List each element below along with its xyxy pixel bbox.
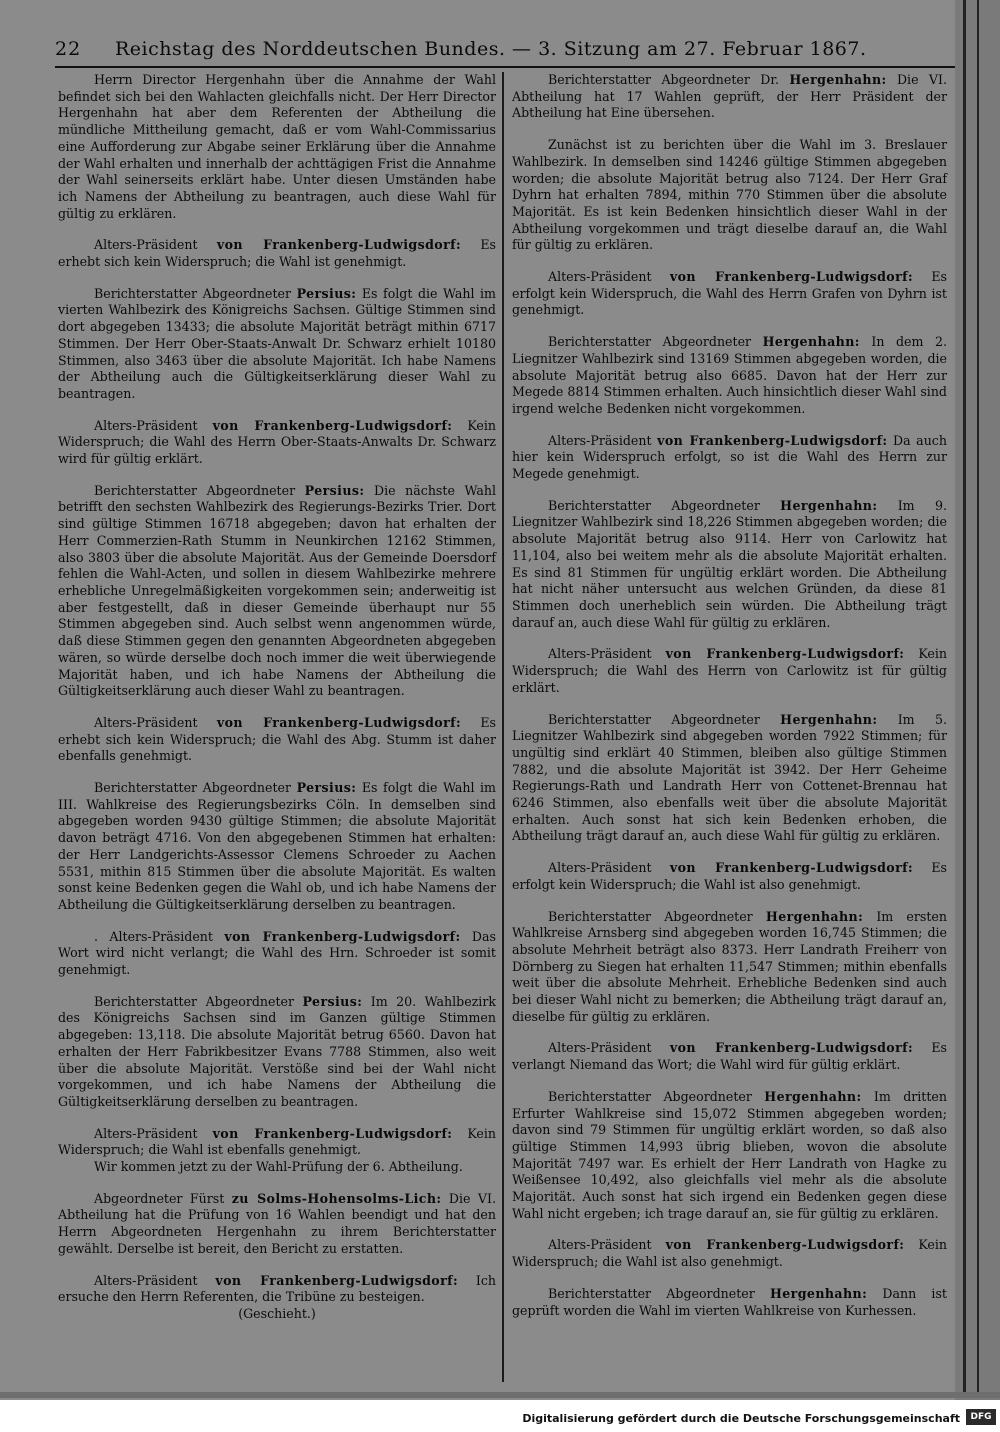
paragraph bbox=[512, 1237, 947, 1270]
speaker-role: Berichterstatter Abgeordneter bbox=[548, 1285, 755, 1301]
speaker-name: von Frankenberg-Ludwigsdorf: bbox=[657, 432, 888, 448]
paragraph bbox=[512, 72, 947, 122]
page-header bbox=[55, 38, 955, 68]
paragraph-text: Es folgt die Wahl im vierten Wahlbezirk des Königreichs Sachsen. Gültige Stimmen sind dort abgegeben 13433; die absolute Majorität beträgt mithin 6717 Stimmen. Der Herr Ober-Staats-Anwalt Dr. Schwarz erhielt 10180 Stimmen, also 3463 über die absolute Majorität. Ich habe Namens der Abtheilung auch die Gültigkeitserklärung dieser Wahl zu beantragen. bbox=[58, 285, 496, 401]
speaker-role: Berichterstatter Abgeordneter bbox=[94, 780, 292, 796]
paragraph-gap bbox=[512, 1025, 947, 1040]
speaker-name: Hergenhahn: bbox=[780, 711, 878, 727]
speaker-name: Persius: bbox=[304, 482, 365, 498]
speaker-role: Alters-Präsident bbox=[548, 1237, 652, 1253]
paragraph bbox=[58, 715, 496, 765]
speaker-role: Berichterstatter Abgeordneter bbox=[94, 993, 294, 1009]
speaker-name: Hergenhahn: bbox=[780, 497, 878, 513]
scan-edge bbox=[955, 0, 1000, 1432]
paragraph-text: Es erfolgt kein Widerspruch; die Wahl ist also genehmigt. bbox=[512, 860, 947, 892]
stage-direction: (Geschieht.) bbox=[238, 1306, 316, 1321]
paragraph bbox=[58, 1191, 496, 1258]
paragraph bbox=[58, 237, 496, 270]
paragraph-gap bbox=[512, 894, 947, 909]
speaker-name: Persius: bbox=[296, 780, 357, 796]
paragraph bbox=[512, 860, 947, 893]
right-column bbox=[512, 72, 947, 1319]
speaker-name: von Frankenberg-Ludwigsdorf: bbox=[215, 1272, 458, 1288]
paragraph bbox=[58, 483, 496, 700]
paragraph bbox=[512, 1089, 947, 1223]
paragraph bbox=[58, 780, 496, 914]
paragraph bbox=[512, 498, 947, 632]
paragraph bbox=[512, 269, 947, 319]
scan-edge-line bbox=[963, 0, 966, 1395]
speaker-name: von Frankenberg-Ludwigsdorf: bbox=[669, 269, 913, 285]
paragraph-gap bbox=[58, 1111, 496, 1126]
paragraph bbox=[512, 137, 947, 254]
paragraph-text: Kein Widerspruch; die Wahl ist ebenfalls genehmigt. bbox=[58, 1125, 496, 1158]
speaker-role: Alters-Präsident bbox=[548, 860, 652, 876]
paragraph-gap bbox=[58, 1258, 496, 1273]
dfg-logo: DFG bbox=[966, 1409, 996, 1425]
paragraph bbox=[512, 646, 947, 696]
speaker-role: Berichterstatter Abgeordneter bbox=[94, 482, 296, 498]
speaker-name: von Frankenberg-Ludwigsdorf: bbox=[669, 860, 913, 876]
paragraph-text: Die VI. Abtheilung hat die Prüfung von 16 Wahlen beendigt und hat den Herrn Abgeordneten Hergenhahn zu ihrem Berichterstatter gewählt. Derselbe ist bereit, den Bericht zu erstatten. bbox=[58, 1190, 496, 1256]
paragraph-text: Es erhebt sich kein Widerspruch; die Wahl ist genehmigt. bbox=[58, 237, 496, 270]
paragraph-text: Wir kommen jetzt zu der Wahl-Prüfung der 6. Abtheilung. bbox=[94, 1159, 463, 1175]
paragraph bbox=[58, 1126, 496, 1159]
running-title: Reichstag des Norddeutschen Bundes. — 3. Sitzung am 27. Februar 1867. bbox=[115, 38, 867, 60]
paragraph-gap bbox=[58, 271, 496, 286]
paragraph bbox=[58, 1273, 496, 1306]
paragraph bbox=[512, 909, 947, 1026]
paragraph-text: Da auch hier kein Widerspruch erfolgt, so ist die Wahl des Herrn zur Megede genehmigt. bbox=[512, 432, 947, 482]
paragraph-text: Das Wort wird nicht verlangt; die Wahl des Hrn. Schroeder ist somit genehmigt. bbox=[58, 928, 496, 978]
paragraph-gap bbox=[512, 1074, 947, 1089]
speaker-role: Alters-Präsident bbox=[548, 1040, 652, 1056]
speaker-role: Alters-Präsident bbox=[548, 646, 652, 662]
speaker-role: Abgeordneter Fürst bbox=[94, 1190, 225, 1206]
paragraph-gap bbox=[58, 222, 496, 237]
paragraph-gap bbox=[512, 319, 947, 334]
paragraph-text: Im 20. Wahlbezirk des Königreichs Sachsen sind im Ganzen gültige Stimmen abgegeben: 13,118. Die absolute Majorität betrug 6560. Davon hat erhalten der Herr Fabrikbesitzer Evans 7788 Stimmen, also weit über die absolute Majorität. Verstöße sind bei der Wahl nicht vorgekommen, und ich habe Namens der Abtheilung die Gültigkeitserklärung derselben zu beantragen. bbox=[58, 993, 496, 1109]
speaker-name: zu Solms-Hohensolms-Lich: bbox=[231, 1190, 442, 1206]
paragraph bbox=[512, 1286, 947, 1319]
paragraph bbox=[512, 1040, 947, 1073]
speaker-role: Alters-Präsident bbox=[548, 432, 652, 448]
speaker-name: von Frankenberg-Ludwigsdorf: bbox=[665, 646, 905, 662]
paragraph bbox=[512, 433, 947, 483]
paragraph-text: Es erfolgt kein Widerspruch, die Wahl des Herrn Grafen von Dyhrn ist genehmigt. bbox=[512, 269, 947, 318]
speaker-name: Hergenhahn: bbox=[789, 72, 887, 87]
digitization-footer bbox=[0, 1400, 1000, 1432]
paragraph-gap bbox=[512, 122, 947, 137]
speaker-name: von Frankenberg-Ludwigsdorf: bbox=[665, 1237, 905, 1253]
paragraph bbox=[512, 712, 947, 846]
speaker-role: Berichterstatter Abgeordneter bbox=[548, 334, 752, 350]
paragraph-gap bbox=[512, 1222, 947, 1237]
paragraph bbox=[58, 994, 496, 1111]
paragraph bbox=[58, 72, 496, 222]
speaker-role: Alters-Präsident bbox=[94, 417, 198, 433]
page-number: 22 bbox=[55, 38, 82, 60]
paragraph-text: Kein Widerspruch; die Wahl des Herrn Ober-Staats-Anwalts Dr. Schwarz wird für gültig erklärt. bbox=[58, 417, 496, 467]
paragraph-gap bbox=[512, 418, 947, 433]
speaker-name: Hergenhahn: bbox=[765, 908, 864, 924]
speaker-name: von Frankenberg-Ludwigsdorf: bbox=[212, 1125, 453, 1141]
paragraph-text: Es verlangt Niemand das Wort; die Wahl wird für gültig erklärt. bbox=[512, 1040, 947, 1073]
paragraph-text: Im dritten Erfurter Wahlkreise sind 15,072 Stimmen abgegeben worden; davon sind 79 Stimmen für ungültig erklärt worden, so daß also gültige Stimmen 14,993 übrig blieben, wovon die absolute Majorität 7497 war. Es erhielt der Herr Landrath von Hagke zu Weißensee 10,492, also gleichfalls viel mehr als die absolute Majorität. Auch sonst hat sich irgend ein Bedenken gegen diese Wahl nicht ergeben; ich trage darauf an, sie für gültig zu erklären. bbox=[512, 1088, 947, 1221]
speaker-name: von Frankenberg-Ludwigsdorf: bbox=[224, 928, 461, 944]
speaker-role: Alters-Präsident bbox=[94, 1272, 198, 1288]
speaker-role: Berichterstatter Abgeordneter bbox=[548, 711, 760, 727]
paragraph-text: Zunächst ist zu berichten über die Wahl im 3. Breslauer Wahlbezirk. In demselben sind 14246 gültige Stimmen abgegeben worden; die absolute Majorität betrug also 7124. Der Herr Graf Dyhrn hat erhalten 7894, mithin 770 Stimmen über die absolute Majorität. Es ist kein Bedenken hinsichtlich dieser Wahl in der Abtheilung vorgekommen und trägt dieselbe darauf an, die Wahl für gültig zu erklären. bbox=[512, 137, 947, 253]
speaker-role: Berichterstatter Abgeordneter Dr. bbox=[548, 72, 779, 87]
speaker-role: . Alters-Präsident bbox=[94, 928, 213, 944]
paragraph-text: Es folgt die Wahl im III. Wahlkreise des Regierungsbezirks Cöln. In demselben sind abgegeben worden 9430 gültige Stimmen; die absolute Majorität davon beträgt 4716. Von den abgegebenen Stimmen hat erhalten: der Herr Landgerichts-Assessor Clemens Schroeder zu Aachen 5531, mithin 815 Stimmen über die absolute Majorität. Es walten sonst keine Bedenken gegen die Wahl ob, und ich habe Namens der Abtheilung die Gültigkeitserklärung derselben zu beantragen. bbox=[58, 780, 496, 912]
paragraph-text: Es erhebt sich kein Widerspruch; die Wahl des Abg. Stumm ist daher ebenfalls genehmigt. bbox=[58, 714, 496, 764]
scan-edge-line bbox=[977, 0, 979, 1395]
paragraph-text: Dann ist geprüft worden die Wahl im vierten Wahlkreise von Kurhessen. bbox=[512, 1285, 947, 1318]
paragraph-text: In dem 2. Liegnitzer Wahlbezirk sind 13169 Stimmen abgegeben worden, die absolute Majorität betrug also 6685. Davon hat der Herr zur Megede 8814 Stimmen erhalten. Auch hinsichtlich dieser Wahl sind irgend welche Bedenken nicht vorgekommen. bbox=[512, 334, 947, 416]
paragraph-gap bbox=[58, 765, 496, 780]
left-column bbox=[58, 72, 496, 1323]
paragraph-gap bbox=[58, 979, 496, 994]
paragraph-text: Im 9. Liegnitzer Wahlbezirk sind 18,226 Stimmen abgegeben worden; die absolute Majorität betrug also 9114. Herr von Carlowitz hat 11,104, also bei weitem mehr als die absolute Majorität erhalten. Es sind 81 Stimmen für ungültig erklärt worden. Die Abtheilung hat nicht näher untersucht aus welchen Gründen, da diese 81 Stimmen doch unerheblich sein würden. Die Abtheilung trägt darauf an, auch diese Wahl für gültig zu erklären. bbox=[512, 497, 947, 630]
paragraph-gap bbox=[58, 403, 496, 418]
speaker-name: von Frankenberg-Ludwigsdorf: bbox=[216, 714, 461, 730]
paragraph-gap bbox=[512, 1271, 947, 1286]
speaker-role: Berichterstatter Abgeordneter bbox=[548, 497, 760, 513]
speaker-role: Berichterstatter Abgeordneter bbox=[548, 908, 753, 924]
column-divider bbox=[502, 72, 504, 1382]
speaker-name: Persius: bbox=[302, 993, 363, 1009]
speaker-name: Hergenhahn: bbox=[762, 334, 860, 350]
paragraph-text: Kein Widerspruch; die Wahl des Herrn von Carlowitz ist für gültig erklärt. bbox=[512, 646, 947, 695]
speaker-name: Hergenhahn: bbox=[769, 1285, 868, 1301]
paragraph-gap bbox=[58, 914, 496, 929]
paragraph-gap bbox=[512, 631, 947, 646]
paragraph-text: Ich ersuche den Herrn Referenten, die Tribüne zu besteigen. bbox=[58, 1272, 496, 1305]
paragraph bbox=[58, 418, 496, 468]
paragraph-text: Im 5. Liegnitzer Wahlbezirk sind abgegeben worden 7922 Stimmen; für ungültig sind erklärt 40 Stimmen, bleiben also gültige Stimmen 7882, und die absolute Majorität ist 3942. Der Herr Geheime Regierungs-Rath und Landrath Herr von Cottenet-Brennau hat 6246 Stimmen, also ebenfalls weit über die absolute Majorität erhalten. Auch sonst hat sich kein Bedenken erhoben, die Abtheilung trägt darauf an, auch diese Wahl für gültig zu erklären. bbox=[512, 711, 947, 844]
paragraph-gap bbox=[512, 845, 947, 860]
scan-bottom-edge bbox=[0, 1392, 1000, 1398]
paragraph-text: Die nächste Wahl betrifft den sechsten Wahlbezirk des Regierungs-Bezirks Trier. Dort sind gültige Stimmen 16718 abgegeben; davon hat erhalten der Herr Commerzien-Rath Stumm in Neunkirchen 12162 Stimmen, also 3803 über die absolute Majorität. Aus der Gemeinde Doersdorf fehlen die Wahl-Acten, und sollen in diesem Wahlbezirke mehrere erhebliche Unregelmäßigkeiten vorgekommen sein; anderweitig ist aber festgestellt, daß in dieser Gemeinde überhaupt nur 55 Stimmen abgegeben sind. Auch selbst wenn angenommen würde, daß diese Stimmen gegen den genannten Abgeordneten abgegeben wären, so würde derselbe doch noch immer die weit überwiegende Majorität haben, und ich habe Namens der Abtheilung die Gültigkeitserklärung auch dieser Wahl zu beantragen. bbox=[58, 482, 496, 699]
paragraph bbox=[58, 286, 496, 403]
paragraph-text: Herrn Director Hergenhahn über die Annahme der Wahl befindet sich bei den Wahlacten gleichfalls nicht. Der Herr Director Hergenhahn hat aber dem Referenten der Abtheilung die mündliche Mittheilung gemacht, daß er vom Wahl-Commissarius eine Aufforderung zur Abgabe seiner Erklärung über die Annahme der Wahl erhalten und innerhalb der achttägigen Frist die Annahme der Wahl seinerseits erklärt habe. Unter diesen Umständen habe ich Namens der Abtheilung zu beantragen, auch diese Wahl für gültig zu erklären. bbox=[58, 72, 496, 221]
speaker-name: Persius: bbox=[296, 285, 357, 301]
speaker-role: Alters-Präsident bbox=[94, 237, 198, 253]
paragraph-gap bbox=[58, 1176, 496, 1191]
speaker-name: von Frankenberg-Ludwigsdorf: bbox=[669, 1040, 913, 1056]
speaker-role: Alters-Präsident bbox=[94, 1125, 198, 1141]
paragraph-gap bbox=[58, 468, 496, 483]
paragraph-gap bbox=[58, 700, 496, 715]
speaker-name: von Frankenberg-Ludwigsdorf: bbox=[216, 237, 461, 253]
paragraph-gap bbox=[512, 254, 947, 269]
paragraph-text: Im ersten Wahlkreise Arnsberg sind abgegeben worden 16,745 Stimmen; die absolute Mehrheit beträgt also 8373. Herr Landrath Freiherr von Dörnberg zu Siegen hat erhalten 11,547 Stimmen; mithin ebenfalls weit über die absolute Mehrheit. Erhebliche Bedenken sind auch bei dieser Wahl nicht zu bemerken; die Abtheilung trägt darauf an, dieselbe für gültig zu erklären. bbox=[512, 908, 947, 1024]
speaker-role: Alters-Präsident bbox=[548, 269, 652, 285]
paragraph bbox=[58, 929, 496, 979]
speaker-role: Alters-Präsident bbox=[94, 714, 198, 730]
header-rule bbox=[55, 66, 960, 68]
speaker-role: Berichterstatter Abgeordneter bbox=[94, 285, 292, 301]
paragraph-gap bbox=[512, 697, 947, 712]
paragraph bbox=[512, 334, 947, 418]
speaker-name: von Frankenberg-Ludwigsdorf: bbox=[212, 417, 453, 433]
speaker-name: Hergenhahn: bbox=[764, 1088, 862, 1104]
speaker-role: Berichterstatter Abgeordneter bbox=[548, 1088, 752, 1104]
paragraph-text: Kein Widerspruch; die Wahl ist also genehmigt. bbox=[512, 1237, 947, 1270]
paragraph-text: Die VI. Abtheilung hat 17 Wahlen geprüft, der Herr Präsident der Abtheilung hat Eine übersehen. bbox=[512, 72, 947, 121]
funding-credit: Digitalisierung gefördert durch die Deutsche Forschungsgemeinschaft bbox=[522, 1412, 960, 1425]
paragraph-gap bbox=[512, 483, 947, 498]
